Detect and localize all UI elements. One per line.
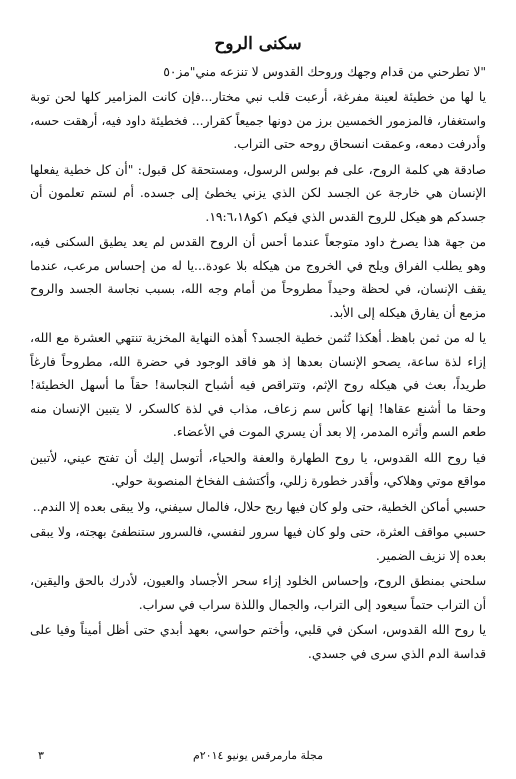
- paragraph-9: يا روح الله القدوس، اسكن في قلبي، وأختم حواسي، بعهد أبدي حتى أظل أميناً وفيا على قداسة الدم الذي سرى في جسدي.: [30, 623, 486, 661]
- magazine-issue: مجلة مارمرقس يونيو ٢٠١٤م: [192, 749, 324, 762]
- paragraph-2: صادقة هي كلمة الروح، على فم بولس الرسول، ومستحقة كل قبول: "أن كل خطية يفعلها الإنسان هي خارجة عن الجسد لكن الذي يزني يخطئ إلى جسده. أم لستم تعلمون أن جسدكم هو هيكل للروح القدس الذي فيكم ١كو١٩:٦،١٨.: [30, 162, 486, 224]
- page-footer: [0, 749, 516, 765]
- paragraph-8: سلحني بمنطق الروح، وإحساس الخلود إزاء سحر الأجساد والعيون، لأدرك بالحق واليقين، أن التراب حتماً سيعود إلى التراب، والجمال واللذة سراب في سراب.: [30, 574, 486, 612]
- page-title: سكنى الروح: [214, 34, 302, 54]
- paragraph-1: يا لها من خطيئة لعينة مفرغة، أرعبت قلب نبي مختار...فإن كانت المزامير كلها لحن توبة واستغفار، فالمزمور الخمسين برز من دونها جميعاً كقرار... فخطيئة داود فيه، أرهقت حسه، وأدرفت دمعه، وعمقت انسحاق روحه حتى التراب.: [30, 90, 486, 151]
- paragraph-6: حسبي أماكن الخطية، حتى ولو كان فيها ربح حلال، فالمال سيفني، ولا يبقى بعده إلا الندم..: [32, 499, 486, 514]
- article-body: [30, 86, 486, 666]
- paragraph-4: يا له من ثمن باهظ. أهكذا تُثمن خطية الجسد؟ أهذه النهاية المخزية تنتهي العشرة مع الله، إزاء لذة ساعة، يصحو الإنسان بعدها إذ هو فاقد الوجود في حضرة الله، مطروحاً فارغاً طريداً، بعث في هيكله روح الإثم، وتتراقص فيه أشباح النجاسة! حقاً ما أسهل الخطيئة! وحقا ما أشنع عقاها! إنها كأس سم زعاف، مذاب في لذة كالسكر، لا يتبين الإنسان منه طعم السم وأثره المدمر، إلا بعد أن يسري الموت في الأعضاء.: [30, 331, 486, 439]
- page-number: ٣: [38, 749, 44, 762]
- paragraph-5: فيا روح الله القدوس، يا روح الطهارة والعفة والحياء، أتوسل إليك أن تفتح عيني، لأتبين مواقع موتي وهلاكي، وأقدر خطورة زللي، وأكتشف الفخاخ المنصوبة حولي.: [30, 450, 486, 488]
- paragraph-7: حسبي مواقف العثرة، حتى ولو كان فيها سرور لنفسي، فالسرور ستنطفئ بهجته، ولا يبقى بعده إلا نزيف الضمير.: [30, 525, 486, 563]
- epigraph-quote: "لا تطرحني من قدام وجهك وروحك القدوس لا تنزعه مني"مز٥٠: [163, 65, 486, 79]
- paragraph-3: من جهة هذا يصرخ داود متوجعاً عندما أحس أن الروح القدس لم يعد يطيق السكنى فيه، وهو يطلب الفراق ويلح في الخروج من هيكله بلا عودة...يا له من إحساس مرعب، عندما يقف الإنسان، في لحظة وحيداً مطروحاً من أمام وجه الله، بسبب نجاسة الجسد والروح مزمع أن يفارق هيكله إلى الأبد.: [30, 235, 486, 320]
